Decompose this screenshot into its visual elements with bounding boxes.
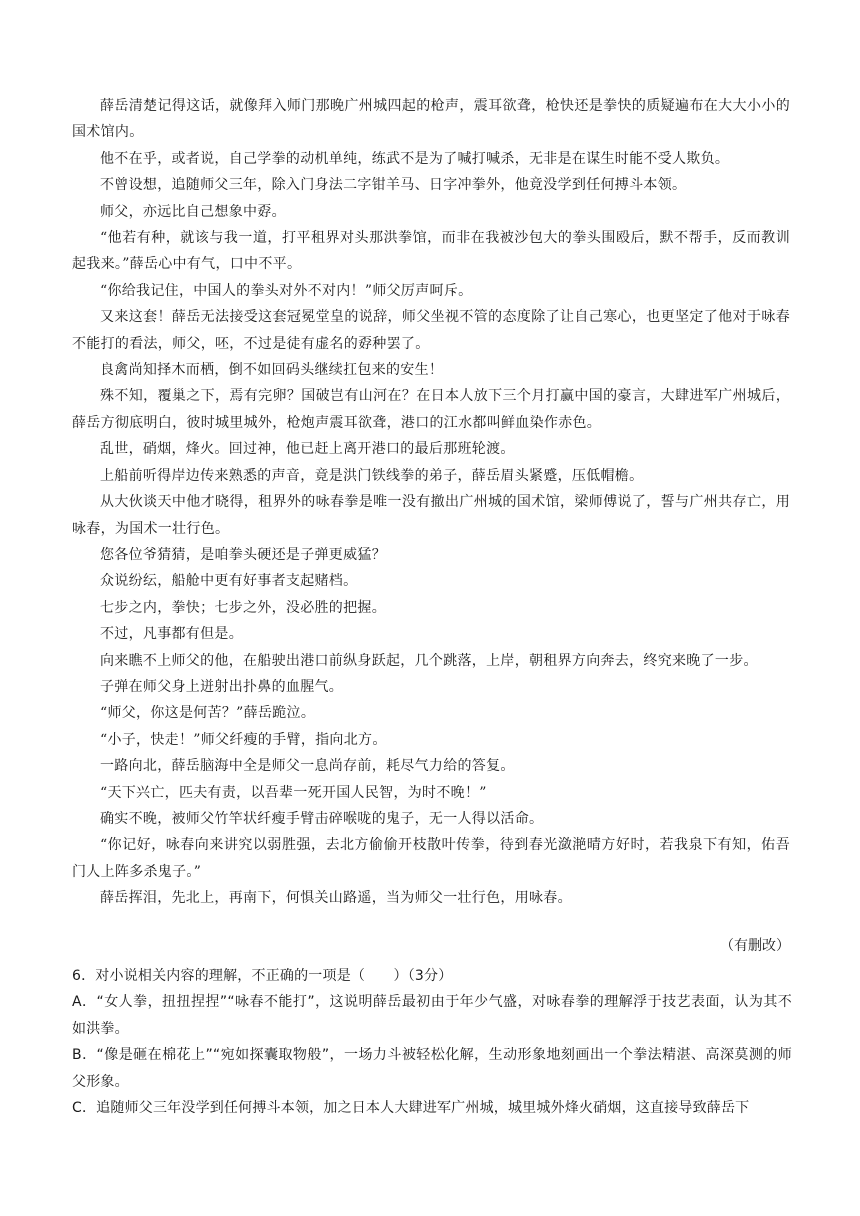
story-paragraph: “你给我记住，中国人的拳头对外不对内！”师父厉声呵斥。	[100, 282, 473, 299]
story-paragraph: 向来瞧不上师父的他，在船驶出港口前纵身跃起，几个跳落，上岸，朝租界方向奔去，终究来晚了一步。	[100, 652, 758, 669]
story-paragraph: 众说纷纭，船舱中更有好事者支起赌档。	[100, 573, 358, 590]
story-paragraph: 师父，亦远比自己想象中孬。	[100, 203, 286, 220]
story-paragraph: 确实不晚，被师父竹竿状纤瘦手臂击碎喉咙的鬼子，无一人得以活命。	[100, 810, 544, 827]
story-paragraph: “师父，你这是何苦？”薛岳跪泣。	[100, 705, 316, 722]
story-paragraph: 薛岳挥泪，先北上，再南下，何惧关山路遥，当为师父一壮行色，用咏春。	[100, 890, 572, 907]
story-paragraph: “小子，快走！”师父纤瘦的手臂，指向北方。	[100, 731, 387, 748]
story-paragraph: “你记好，咏春向来讲究以弱胜强，去北方偷偷开枝散叶传拳，待到春光潋滟晴方好时，若我泉下有知，佑吾门人上阵多杀鬼子。”	[72, 837, 790, 880]
story-paragraph: 乱世，硝烟，烽火。回过神，他已赶上离开港口的最后那班轮渡。	[100, 441, 515, 458]
story-paragraph: 薛岳清楚记得这话，就像拜入师门那晚广州城四起的枪声，震耳欲聋，枪快还是拳快的质疑遍布在大大小小的国术馆内。	[72, 98, 790, 141]
story-paragraph: 不曾设想，追随师父三年，除入门身法二字钳羊马、日字冲拳外，他竟没学到任何搏斗本领。	[100, 177, 687, 194]
story-paragraph: 您各位爷猜猜，是咱拳头硬还是子弹更威猛？	[100, 546, 386, 563]
source-note: （有删改）	[720, 938, 790, 954]
option-c: C．追随师父三年没学到任何搏斗本领，加之日本人大肆进军广州城，城里城外烽火硝烟，这直接导致薛岳下	[72, 1100, 750, 1117]
option-a: A．“女人拳，扭扭捏捏”“咏春不能打”，这说明薛岳最初由于年少气盛，对咏春拳的理解浮于技艺表面，认为其不如洪拳。	[72, 994, 792, 1037]
question-stem: 6．对小说相关内容的理解，不正确的一项是（ ）（3分）	[72, 968, 453, 984]
story-paragraph: 他不在乎，或者说，自己学拳的动机单纯，练武不是为了喊打喊杀，无非是在谋生时能不受人欺负。	[100, 150, 730, 167]
story-body	[72, 93, 790, 912]
story-paragraph: 上船前听得岸边传来熟悉的声音，竟是洪门铁线拳的弟子，薛岳眉头紧蹙，压低帽檐。	[100, 467, 644, 484]
story-paragraph: “他若有种，就该与我一道，打平租界对头那洪拳馆，而非在我被沙包大的拳头围殴后，默不帮手，反而教训起我来。”薛岳心中有气，口中不平。	[72, 230, 790, 273]
story-paragraph: 七步之内，拳快；七步之外，没必胜的把握。	[100, 599, 386, 616]
story-paragraph: 从大伙谈天中他才晓得，租界外的咏春拳是唯一没有撤出广州城的国术馆，梁师傅说了，誓与广州共存亡，用咏春，为国术一壮行色。	[72, 494, 790, 537]
story-paragraph: 一路向北，薛岳脑海中全是师父一息尚存前，耗尽气力给的答复。	[100, 758, 515, 775]
question-block	[72, 963, 792, 1121]
story-paragraph: 子弹在师父身上迸射出扑鼻的血腥气。	[100, 678, 344, 695]
option-b: B．“像是砸在棉花上”“宛如探囊取物般”，一场力斗被轻松化解，生动形象地刻画出一个拳法精湛、高深莫测的师父形象。	[72, 1047, 792, 1090]
story-paragraph: 良禽尚知择木而栖，倒不如回码头继续扛包来的安生！	[100, 362, 444, 379]
story-paragraph: 不过，凡事都有但是。	[100, 626, 243, 643]
story-paragraph: 殊不知，覆巢之下，焉有完卵？国破岂有山河在？在日本人放下三个月打赢中国的豪言，大肆进军广州城后，薛岳方彻底明白，彼时城里城外，枪炮声震耳欲聋，港口的江水都叫鲜血染作赤色。	[72, 388, 790, 431]
story-paragraph: “天下兴亡，匹夫有责，以吾辈一死开国人民智，为时不晚！”	[100, 784, 487, 801]
story-paragraph: 又来这套！薛岳无法接受这套冠冕堂皇的说辞，师父坐视不管的态度除了让自己寒心，也更坚定了他对于咏春不能打的看法，师父，呸，不过是徒有虚名的孬种罢了。	[72, 309, 790, 352]
